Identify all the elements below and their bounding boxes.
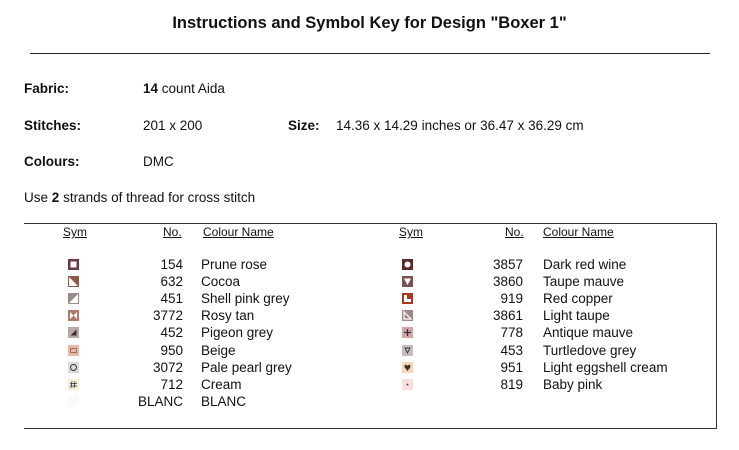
dmc-number: 919 [500,291,523,307]
colours-label: Colours: [24,154,80,169]
colour-name: Taupe mauve [543,274,625,290]
right-sym-header: Sym [399,225,423,239]
small-down-triangle-icon [402,345,413,356]
outline-triangle-icon [402,310,413,321]
fabric-type: count Aida [161,81,225,96]
colour-name: Pigeon grey [201,325,274,341]
colour-name: Rosy tan [201,308,255,324]
dmc-number: 778 [500,325,523,341]
right-colour-row [0,359,739,376]
left-colour-row [0,393,739,410]
fabric-count: 14 [143,81,159,96]
dmc-number: 3772 [152,308,183,324]
colour-name: Shell pink grey [201,291,290,307]
stitches-label: Stitches: [24,118,82,133]
dmc-number: 452 [160,325,183,341]
colour-name: Pale pearl grey [201,359,292,375]
right-colour-row [0,342,739,359]
right-name-header: Colour Name [543,225,614,239]
dmc-number: 632 [160,274,183,290]
page-title: Instructions and Symbol Key for Design "Boxer 1" [172,14,567,32]
strands-post: strands of thread for cross stitch [63,190,256,205]
dmc-number: 712 [160,376,183,392]
right-colour-row [0,256,739,273]
down-triangle-icon [402,276,413,287]
dmc-number: BLANC [137,393,183,409]
colour-name: Beige [201,342,236,358]
dmc-number: 3860 [492,274,523,290]
dmc-number: 3861 [492,308,523,324]
left-name-header: Colour Name [203,225,274,239]
right-colour-row [0,376,739,393]
colour-name: Prune rose [201,257,268,272]
colour-name: Light taupe [543,308,610,324]
right-colour-row [0,307,739,324]
colour-name: Red copper [543,291,613,307]
left-no-header: No. [163,225,182,239]
corner-square-icon [402,293,413,304]
dmc-number: 819 [500,376,523,392]
dot-icon [402,379,413,390]
colour-name: Cocoa [201,274,241,290]
stitches-value: 201 x 200 [143,118,203,133]
dmc-number: 451 [160,291,183,307]
strands-pre: Use [24,190,49,205]
dmc-number: 3857 [492,257,523,272]
colour-name: Dark red wine [543,257,627,272]
fabric-label: Fabric: [24,81,70,96]
colour-name: BLANC [201,393,247,409]
colours-value: DMC [143,154,174,169]
dmc-number: 951 [500,359,523,375]
strands-count: 2 [51,190,60,205]
right-colour-row [0,324,739,341]
filled-circle-icon [402,259,413,270]
right-no-header: No. [505,225,524,239]
right-colour-row [0,290,739,307]
dmc-number: 950 [160,342,183,358]
colour-name: Light eggshell cream [543,359,668,375]
size-label: Size: [288,118,320,133]
right-colour-row [0,273,739,290]
colour-name: Antique mauve [543,325,634,341]
colour-name: Turtledove grey [543,342,637,358]
fabric-value [143,81,225,96]
colour-name: Baby pink [543,376,603,392]
colour-name: Cream [201,376,242,392]
dmc-number: 453 [500,342,523,358]
dmc-number: 154 [160,257,183,272]
plus-icon [402,327,413,338]
strands-instruction [24,190,255,205]
heart-icon [402,362,413,373]
left-sym-header: Sym [63,225,87,239]
dmc-number: 3072 [152,359,183,375]
title-divider [30,53,710,54]
size-value: 14.36 x 14.29 inches or 36.47 x 36.29 cm [336,118,584,133]
blank-icon [68,396,79,407]
